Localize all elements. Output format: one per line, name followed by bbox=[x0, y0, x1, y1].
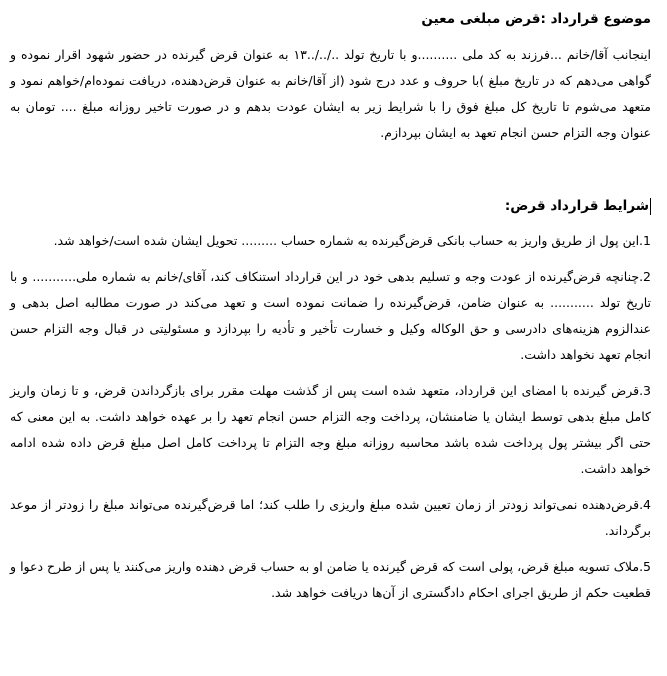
contract-subject-heading: موضوع قرارداد :قرض مبلغی معین bbox=[421, 11, 651, 27]
terms-heading bbox=[10, 196, 651, 216]
text-cursor bbox=[650, 198, 651, 215]
clause-3: 3.قرض گیرنده با امضای این قرارداد، متعهد شده است پس از گذشت مهلت مقرر برای بازگرداندن قرض، و تا زمان واریز کامل مبلغ بدهی توسط ایشان یا ضامنشان، پرداخت وجه التزام حسن انجام تعهد را بر عهده خواهد داشت. به این معنی که حتی اگر بیشتر پول پرداخت شده باشد محاسبه روزانه مبلغ وجه التزام تا پرداخت کامل اصل مبلغ قرض داده شده ادامه خواهد داشت. bbox=[10, 383, 651, 476]
clause-4: 4.قرض‌دهنده نمی‌تواند زودتر از زمان تعیین شده مبلغ واریزی را طلب کند؛ اما قرض‌گیرنده می‌تواند مبلغ را زودتر از موعد برگرداند. bbox=[10, 497, 651, 538]
clause-5: 5.ملاک تسویه مبلغ قرض، پولی است که قرض گیرنده یا ضامن او به حساب قرض دهنده واریز می‌کنند یا پس از طرح دعوا و قطعیت حکم از طریق اجرای احکام دادگستری از آن‌ها دریافت خواهد شد. bbox=[10, 559, 651, 600]
clause-2: 2.چنانچه قرض‌گیرنده از عودت وجه و تسلیم بدهی خود در این قرارداد استنکاف کند، آقای/خانم به شماره ملی........... و با تاریخ تولد ........... به عنوان ضامن، قرض‌گیرنده را ضمانت نموده است و تعهد می‌کند در صورت مطالبه اصل بدهی و عندالزوم هزینه‌های دادرسی و حق الوکاله وکیل و خسارت تأخیر و تأدیه را بپردازد و مسئولیتی در قبال وجه التزام حسن انجام تعهد نخواهد داشت. bbox=[10, 269, 651, 362]
intro-paragraph: اینجانب آقا/خانم ...فرزند به کد ملی ..........و با تاریخ تولد ../../..۱۳ به عنوان قرض گیرنده در حضور شهود اقرار نموده و گواهی می‌دهم که در تاریخ مبلغ )با حروف و عدد درج شود (از آقا/خانم به عنوان قرض‌دهنده، دریافت نموده‌ام/خواهم نمود و متعهد می‌شوم تا تاریخ کل مبلغ فوق را با شرایط زیر به ایشان عودت بدهم و در صورت تاخیر روزانه مبلغ .... تومان به عنوان وجه التزام حسن انجام تعهد به ایشان بپردازم. bbox=[10, 47, 651, 140]
terms-heading-text: شرایط قرارداد قرض: bbox=[504, 198, 649, 214]
clause-1: 1.این پول از طریق واریز به حساب بانکی قرض‌گیرنده به شماره حساب ......... تحویل ایشان شده است/خواهد شد. bbox=[53, 233, 651, 248]
